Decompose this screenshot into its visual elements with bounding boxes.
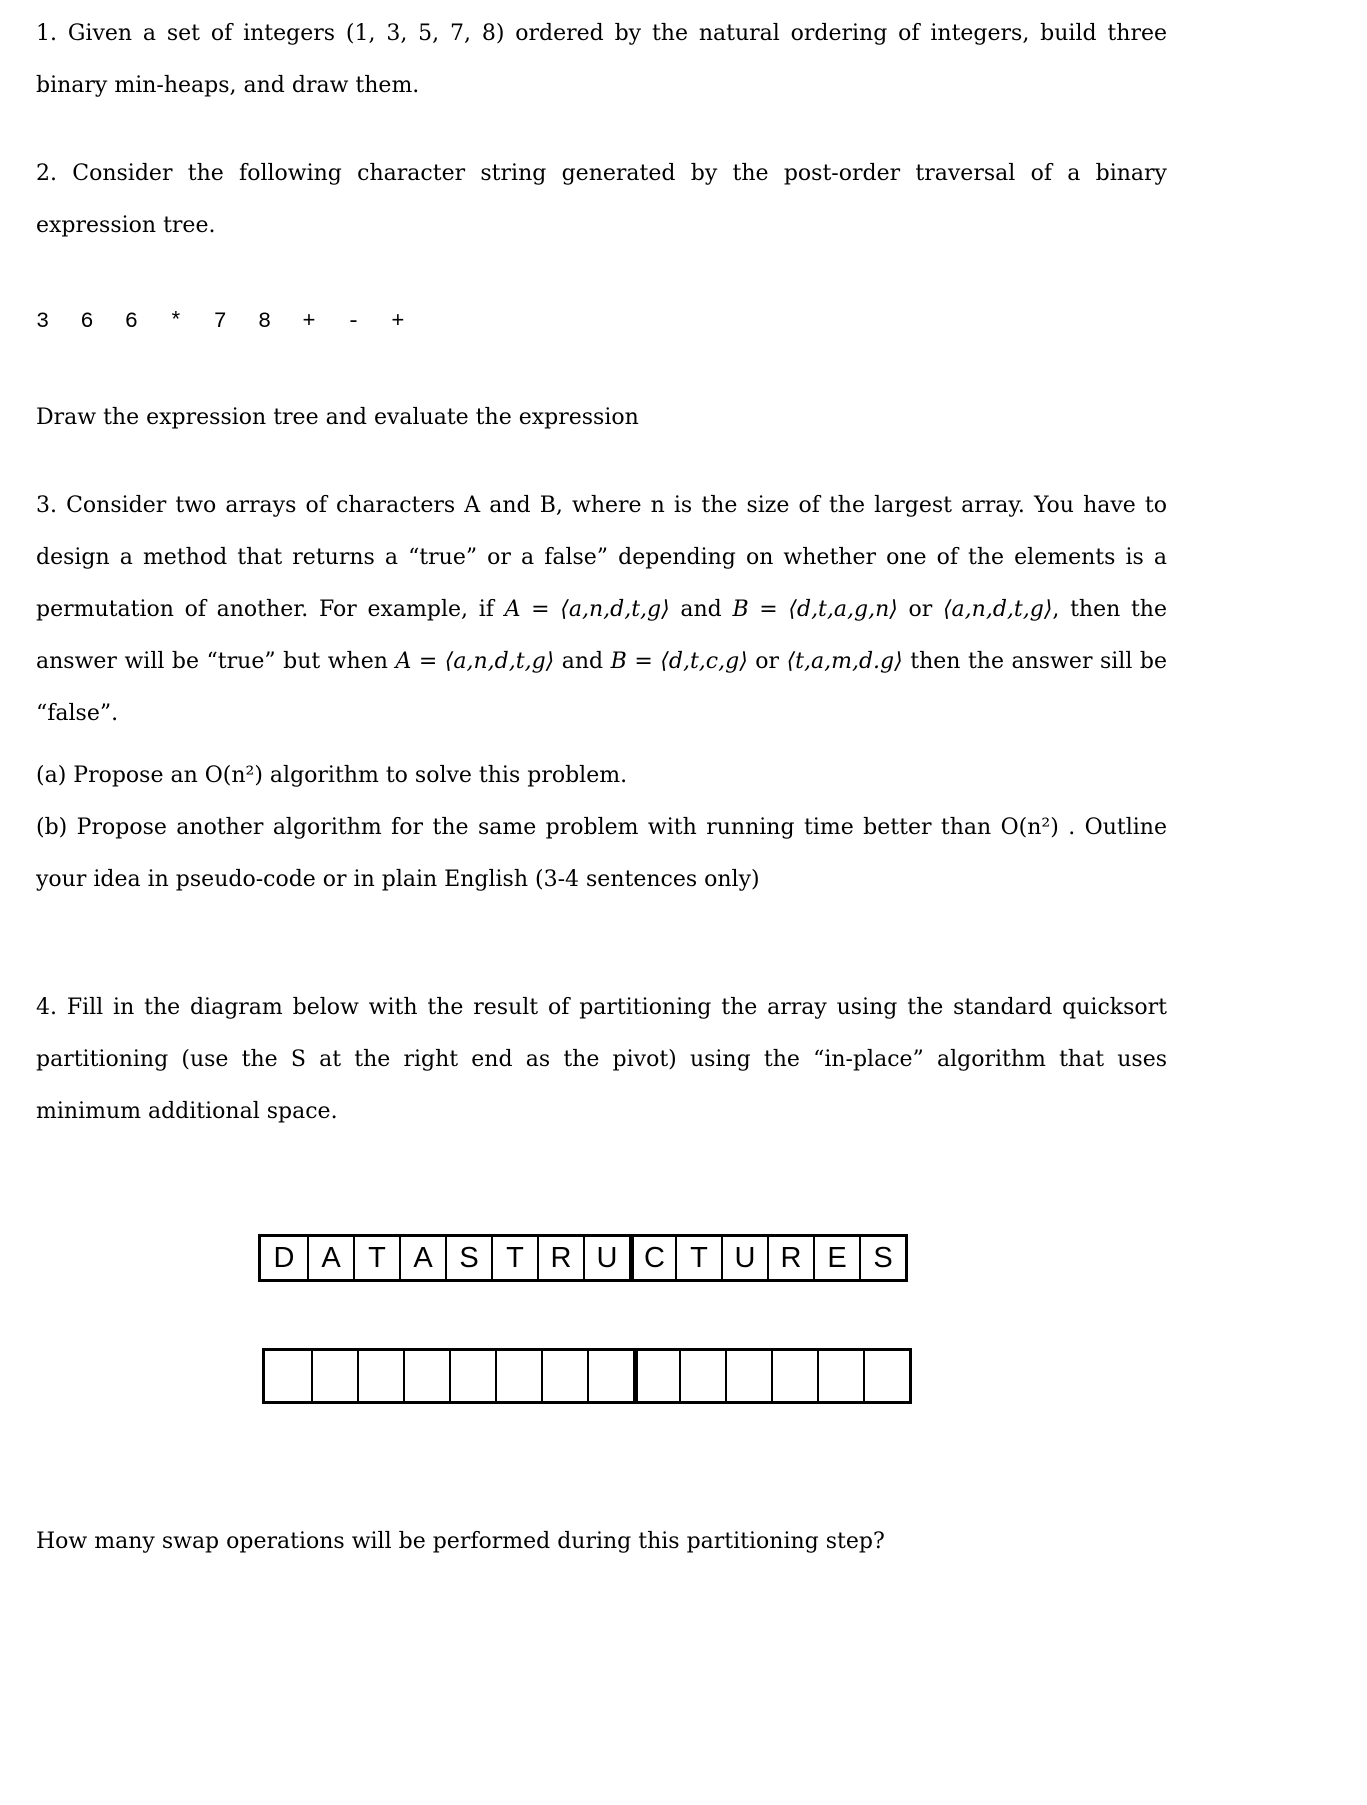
empty-cell-7 — [587, 1351, 633, 1401]
empty-array — [262, 1348, 912, 1404]
filled-array-wrapper — [258, 1234, 1167, 1282]
question-3 — [36, 480, 1167, 740]
array-cell-3: A — [399, 1237, 445, 1279]
filled-array — [258, 1234, 908, 1282]
empty-cell-6 — [541, 1351, 587, 1401]
swap-count-question: How many swap operations will be performed during this partitioning step? — [36, 1529, 885, 1554]
array-cell-8: C — [629, 1237, 675, 1279]
array-cell-9: T — [675, 1237, 721, 1279]
question-2-intro: 2. Consider the following character string generated by the post-order traversal of a binary expression tree. — [36, 161, 1167, 238]
empty-cell-1 — [311, 1351, 357, 1401]
empty-cell-9 — [679, 1351, 725, 1401]
postorder-expression: 3 6 6 * 7 8 + - + — [36, 309, 407, 334]
question-3-math-a2: A = ⟨a,n,d,t,g⟩ — [395, 649, 555, 674]
question-3-math-alt1: ⟨a,n,d,t,g⟩ — [942, 597, 1053, 622]
array-cell-11: R — [767, 1237, 813, 1279]
question-3-text: 3. Consider two arrays of characters A and B, where n is the size of the largest array. You have to design a method that returns a “true” or a false” depending on whether one of the elements is a permutation of another. For example, if — [36, 493, 1167, 622]
array-cell-6: R — [537, 1237, 583, 1279]
empty-cell-4 — [449, 1351, 495, 1401]
question-3-text: and — [554, 649, 611, 674]
empty-cell-13 — [863, 1351, 909, 1401]
array-cell-1: A — [307, 1237, 353, 1279]
question-3-text: and — [669, 597, 733, 622]
array-cell-12: E — [813, 1237, 859, 1279]
question-3b: (b) Propose another algorithm for the same problem with running time better than O(n²) . Outline your idea in pseudo-code or in plain English (3-4 sentences only) — [36, 815, 1167, 892]
empty-cell-2 — [357, 1351, 403, 1401]
question-1: 1. Given a set of integers (1, 3, 5, 7, 8) ordered by the natural ordering of integers, build three binary min-heaps, and draw them. — [36, 21, 1167, 98]
array-cell-0: D — [273, 1241, 295, 1274]
array-cell-7: U — [583, 1237, 629, 1279]
empty-cell-12 — [817, 1351, 863, 1401]
empty-cell-3 — [403, 1351, 449, 1401]
empty-cell-5 — [495, 1351, 541, 1401]
question-3-text: or — [747, 649, 787, 674]
question-2-task: Draw the expression tree and evaluate the expression — [36, 405, 639, 430]
empty-array-wrapper — [262, 1348, 1167, 1404]
empty-cell-11 — [771, 1351, 817, 1401]
question-3-math-b2: B = ⟨d,t,c,g⟩ — [610, 649, 748, 674]
question-3-text: then the answer sill be “false”. — [36, 649, 1167, 726]
array-cell-13: S — [859, 1237, 905, 1279]
question-3-text: , then the answer will be “true” but when — [36, 597, 1167, 674]
empty-cell-8 — [633, 1351, 679, 1401]
array-cell-2: T — [353, 1237, 399, 1279]
empty-cell-10 — [725, 1351, 771, 1401]
question-4: 4. Fill in the diagram below with the result of partitioning the array using the standard quicksort partitioning (use the S at the right end as the pivot) using the “in-place” algorithm that uses minimum additional space. — [36, 995, 1167, 1124]
array-cell-10: U — [721, 1237, 767, 1279]
array-cell-4: S — [445, 1237, 491, 1279]
question-3-text: or — [897, 597, 943, 622]
question-3-math-alt2: ⟨t,a,m,d.g⟩ — [786, 649, 903, 674]
question-3a: (a) Propose an O(n²) algorithm to solve this problem. — [36, 763, 628, 788]
array-cell-5: T — [491, 1237, 537, 1279]
question-3-math-a1: A = ⟨a,n,d,t,g⟩ — [504, 597, 670, 622]
document-page — [36, 0, 1167, 1568]
empty-cell-0 — [265, 1351, 311, 1401]
question-3-math-b1: B = ⟨d,t,a,g,n⟩ — [732, 597, 898, 622]
